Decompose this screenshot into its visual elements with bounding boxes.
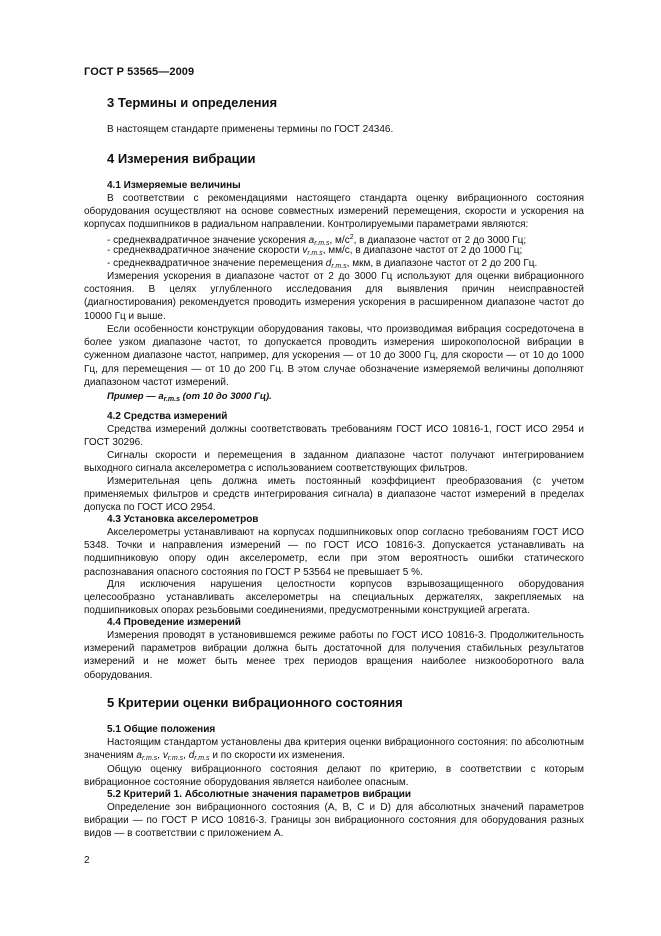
subsection-5-2-title: 5.2 Критерий 1. Абсолютные значения параметров вибрации	[107, 789, 412, 800]
subsection-5-1-para-1: Настоящим стандартом установлены два критерия оценки вибрационного состояния: по абсолютным значениям $a_{r.m.s}$, $v_{r.m.s}$, $d_{r.m.s}$ и по скорости их изменения.	[84, 737, 584, 763]
subsection-5-2-para-1: Определение зон вибрационного состояния (А, В, С и D) для абсолютных значений параметров вибрации — по ГОСТ Р ИСО 10816-3. Границы зон вибрационного состояния для оборудования разных видов — в соответствии с приложением А.	[84, 802, 584, 840]
subsection-4-1-para-3: Если особенности конструкции оборудования таковы, что производимая вибрация сосредоточена в более узком диапазоне частот, то допускается проводить измерения широкополосной вибрации в суженном диапазоне частот, например, для ускорения — от 10 до 3000 Гц, для скорости — от 10 до 1000 Гц, для перемещения — от 10 до 200 Гц. В этом случае обозначение измеряемой величины дополняют диапазоном частот измерений.	[84, 324, 584, 388]
subsection-4-2-para-2: Сигналы скорости и перемещения в заданном диапазоне частот получают интегрированием выходного сигнала акселерометра с использованием соответствующих фильтров.	[84, 450, 584, 475]
subsection-4-1-para-1: В соответствии с рекомендациями настоящего стандарта оценку вибрационного состояния оборудования осуществляют на основе совместных измерений перемещения, скорости и ускорения на корпусах подшипников в радиальном направлении. Контролируемыми параметрами являются:	[84, 193, 584, 231]
section-5-title: 5 Критерии оценки вибрационного состояния	[107, 695, 403, 710]
section-4-title: 4 Измерения вибрации	[107, 151, 256, 166]
subsection-4-4-title: 4.4 Проведение измерений	[107, 617, 241, 628]
subsection-4-2-title: 4.2 Средства измерений	[107, 411, 228, 422]
subsection-5-1-para-2: Общую оценку вибрационного состояния делают по критерию, в соответствии с которым вибрационное состояние оборудования является наиболее опасным.	[84, 764, 584, 789]
subsection-4-4-para-1: Измерения проводят в установившемся режиме работы по ГОСТ ИСО 10816-3. Продолжительность измерений параметров вибрации должна быть достаточной для получения стабильных результатов измерений и не может быть менее трех периодов вращения наиболее низкооборотного вала оборудования.	[84, 630, 584, 681]
subsection-4-2-para-3: Измерительная цепь должна иметь постоянный коэффициент преобразования (с учетом применяемых фильтров и средств интегрирования сигнала) в диапазоне частот измерений в пределах допуска по ГОСТ ИСО 2954.	[84, 476, 584, 514]
subsection-4-2-para-1: Средства измерений должны соответствовать требованиям ГОСТ ИСО 10816-1, ГОСТ ИСО 2954 и ГОСТ 30296.	[84, 424, 584, 449]
subsection-4-3-title: 4.3 Установка акселерометров	[107, 514, 259, 525]
subsection-4-3-para-1: Акселерометры устанавливают на корпусах подшипниковых опор согласно требованиям ГОСТ ИСО 5348. Точки и направления измерений — по ГОСТ ИСО 10816-3. Допускается устанавливать на подшипниковую опору один акселерометр, если при этом вероятность ошибки статического распознавания опасного состояния по ГОСТ Р 53564 не превышает 5 %.	[84, 527, 584, 578]
subsection-4-3-para-2: Для исключения нарушения целостности корпусов взрывозащищенного оборудования целесообразно устанавливать акселерометры на специальных держателях, закрепляемых на подшипниковых опорах резьбовыми соединениями, предусмотренными конструкцией агрегата.	[84, 579, 584, 617]
example-note: Пример — $a_{r.m.s}$ (от 10 до 3000 Гц).	[107, 391, 272, 403]
section-3-text: В настоящем стандарте применены термины по ГОСТ 24346.	[107, 124, 394, 135]
section-3-title: 3 Термины и определения	[107, 95, 278, 110]
subsection-5-1-title: 5.1 Общие положения	[107, 724, 216, 735]
subsection-4-1-para-2: Измерения ускорения в диапазоне частот от 2 до 3000 Гц используют для оценки вибрационного состояния. В целях углубленного исследования для выявления причин неисправностей (диагностирования) рекомендуется проводить измерения ускорения в расширенном диапазоне частот до 10000 Гц и выше.	[84, 271, 584, 322]
list-item-velocity: - среднеквадратичное значение скорости $v_{r.m.s}$, мм/с, в диапазоне частот от 2 до 1000 Гц;	[107, 245, 523, 257]
list-item-acceleration: - среднеквадратичное значение ускорения $a_{r.m.s}$, $м/с^2$, в диапазоне частот от 2 до 3000 Гц;	[107, 234, 527, 247]
subsection-4-1-title: 4.1 Измеряемые величины	[107, 180, 241, 191]
page-header: ГОСТ Р 53565—2009	[84, 66, 195, 78]
list-item-displacement: - среднеквадратичное значение перемещения $d_{r.m.s}$, мкм, в диапазоне частот от 2 до 200 Гц.	[107, 258, 538, 270]
page-number: 2	[84, 855, 90, 866]
